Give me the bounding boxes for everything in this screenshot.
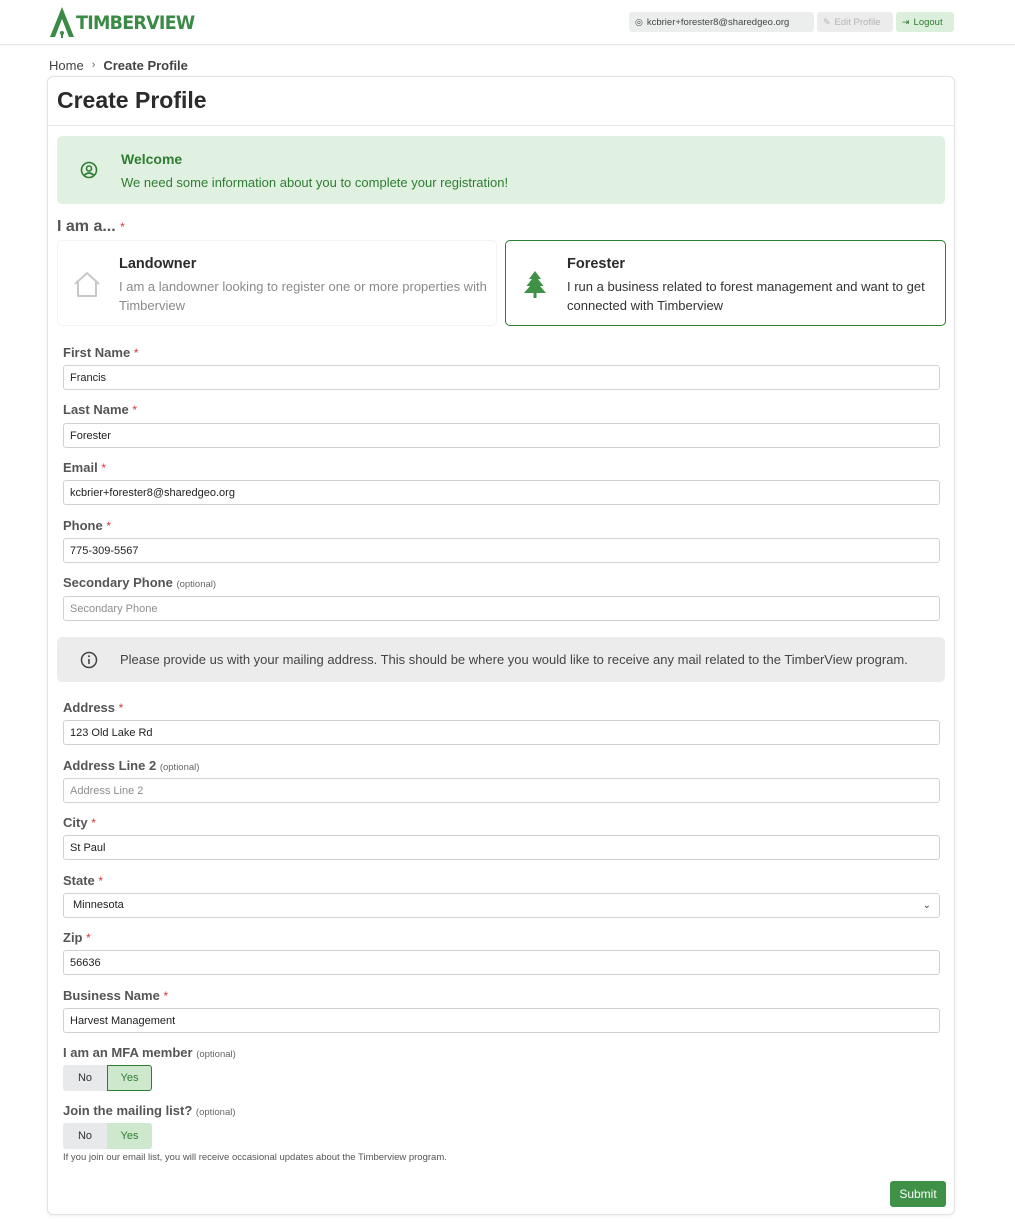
last-name-label-text: Last Name	[63, 402, 129, 417]
address2-label	[63, 758, 199, 773]
address-input[interactable]	[63, 720, 940, 745]
page-title: Create Profile	[57, 87, 207, 113]
required-mark: *	[120, 220, 125, 234]
mailing-no-button[interactable]: No	[63, 1123, 107, 1149]
mfa-label-text: I am an MFA member	[63, 1045, 193, 1060]
optional-tag: (optional)	[159, 762, 200, 773]
state-label	[63, 873, 103, 888]
required-mark: *	[86, 931, 91, 945]
zip-input[interactable]	[63, 950, 940, 975]
state-selected-value: Minnesota	[73, 899, 124, 911]
state-label-text: State	[63, 873, 95, 888]
edit-profile-label: Edit Profile	[834, 16, 881, 28]
mfa-yes-button[interactable]: Yes	[107, 1065, 152, 1091]
role-description: I am a landowner looking to register one or more properties with Timberview	[119, 279, 487, 313]
city-label-text: City	[63, 815, 88, 830]
welcome-alert	[57, 136, 945, 204]
address2-input[interactable]	[63, 778, 940, 803]
role-title: Landowner	[119, 256, 197, 272]
logout-icon: ⇥	[902, 16, 910, 27]
required-mark: *	[163, 989, 169, 1003]
first-name-input[interactable]	[63, 365, 940, 390]
business-name-label-text: Business Name	[63, 988, 160, 1003]
mfa-no-button[interactable]: No	[63, 1065, 107, 1091]
mailing-address-info-alert	[57, 637, 945, 682]
card-header	[48, 77, 954, 126]
role-label	[57, 218, 125, 236]
email-label-text: Email	[63, 460, 98, 475]
user-circle-icon	[79, 160, 99, 180]
phone-input[interactable]	[63, 538, 940, 563]
address-label-text: Address	[63, 700, 116, 715]
welcome-title: Welcome	[121, 151, 183, 167]
required-mark: *	[101, 461, 106, 475]
required-mark: *	[106, 519, 112, 533]
brand-name: TIMBERVIEW	[76, 12, 195, 34]
mailing-list-toggle	[63, 1123, 152, 1149]
house-icon	[72, 269, 102, 299]
business-name-label	[63, 988, 168, 1003]
required-mark: *	[91, 816, 96, 830]
last-name-input[interactable]	[63, 423, 940, 448]
required-mark: *	[133, 346, 139, 360]
create-profile-card	[47, 76, 955, 1215]
business-name-input[interactable]	[63, 1008, 940, 1033]
address-label	[63, 700, 123, 715]
edit-profile-button[interactable]	[817, 12, 893, 32]
optional-tag: (optional)	[195, 1107, 236, 1118]
pine-tree-logo-icon	[49, 6, 75, 38]
email-input[interactable]	[63, 480, 940, 505]
last-name-label	[63, 402, 137, 417]
brand-logo[interactable]	[49, 6, 205, 38]
role-label-text: I am a...	[57, 218, 116, 235]
first-name-label	[63, 345, 139, 360]
role-description: I run a business related to forest management and want to get connected with Timberview	[567, 279, 925, 313]
required-mark: *	[98, 874, 104, 888]
role-option-landowner[interactable]	[57, 240, 497, 326]
edit-icon: ✎	[823, 16, 831, 27]
user-email: kcbrier+forester8@sharedgeo.org	[646, 16, 790, 28]
logout-label: Logout	[913, 16, 943, 28]
mailing-list-hint: If you join our email list, you will receive occasional updates about the Timberview program.	[63, 1152, 447, 1163]
chevron-right-icon: ›	[91, 59, 96, 71]
first-name-label-text: First Name	[63, 345, 131, 360]
zip-label	[63, 930, 91, 945]
zip-label-text: Zip	[63, 930, 83, 945]
user-account-button[interactable]	[629, 12, 814, 32]
mailing-label-text: Join the mailing list?	[63, 1103, 193, 1118]
info-text: Please provide us with your mailing address. This should be where you would like to receive any mail related to the TimberView program.	[120, 652, 908, 667]
phone-label-text: Phone	[63, 518, 103, 533]
breadcrumb-current: Create Profile	[103, 57, 188, 73]
welcome-text: We need some information about you to complete your registration!	[121, 175, 509, 190]
email-label	[63, 460, 106, 475]
info-icon	[79, 650, 99, 670]
city-label	[63, 815, 96, 830]
address2-label-text: Address Line 2	[63, 758, 157, 773]
role-option-forester[interactable]	[505, 240, 946, 326]
required-mark: *	[118, 701, 124, 715]
breadcrumb-home-link[interactable]: Home	[49, 57, 84, 73]
user-circle-icon: ◎	[635, 16, 643, 27]
top-navbar	[0, 0, 1015, 45]
breadcrumb	[49, 57, 188, 73]
role-title: Forester	[567, 256, 626, 272]
secondary-phone-input[interactable]	[63, 596, 940, 621]
city-input[interactable]	[63, 835, 940, 860]
chevron-down-icon: ⌄	[922, 900, 931, 911]
logout-button[interactable]	[896, 12, 954, 32]
mfa-member-label	[63, 1045, 236, 1060]
tree-icon	[520, 269, 550, 299]
mailing-yes-button[interactable]: Yes	[107, 1123, 152, 1149]
phone-label	[63, 518, 111, 533]
state-select[interactable]	[63, 893, 940, 918]
optional-tag: (optional)	[196, 1049, 236, 1060]
mfa-member-toggle	[63, 1065, 152, 1091]
submit-button[interactable]: Submit	[890, 1181, 946, 1207]
secondary-phone-label-text: Secondary Phone	[63, 575, 173, 590]
required-mark: *	[132, 403, 138, 417]
secondary-phone-label	[63, 575, 216, 590]
optional-tag: (optional)	[176, 579, 217, 590]
mailing-list-label	[63, 1103, 236, 1118]
